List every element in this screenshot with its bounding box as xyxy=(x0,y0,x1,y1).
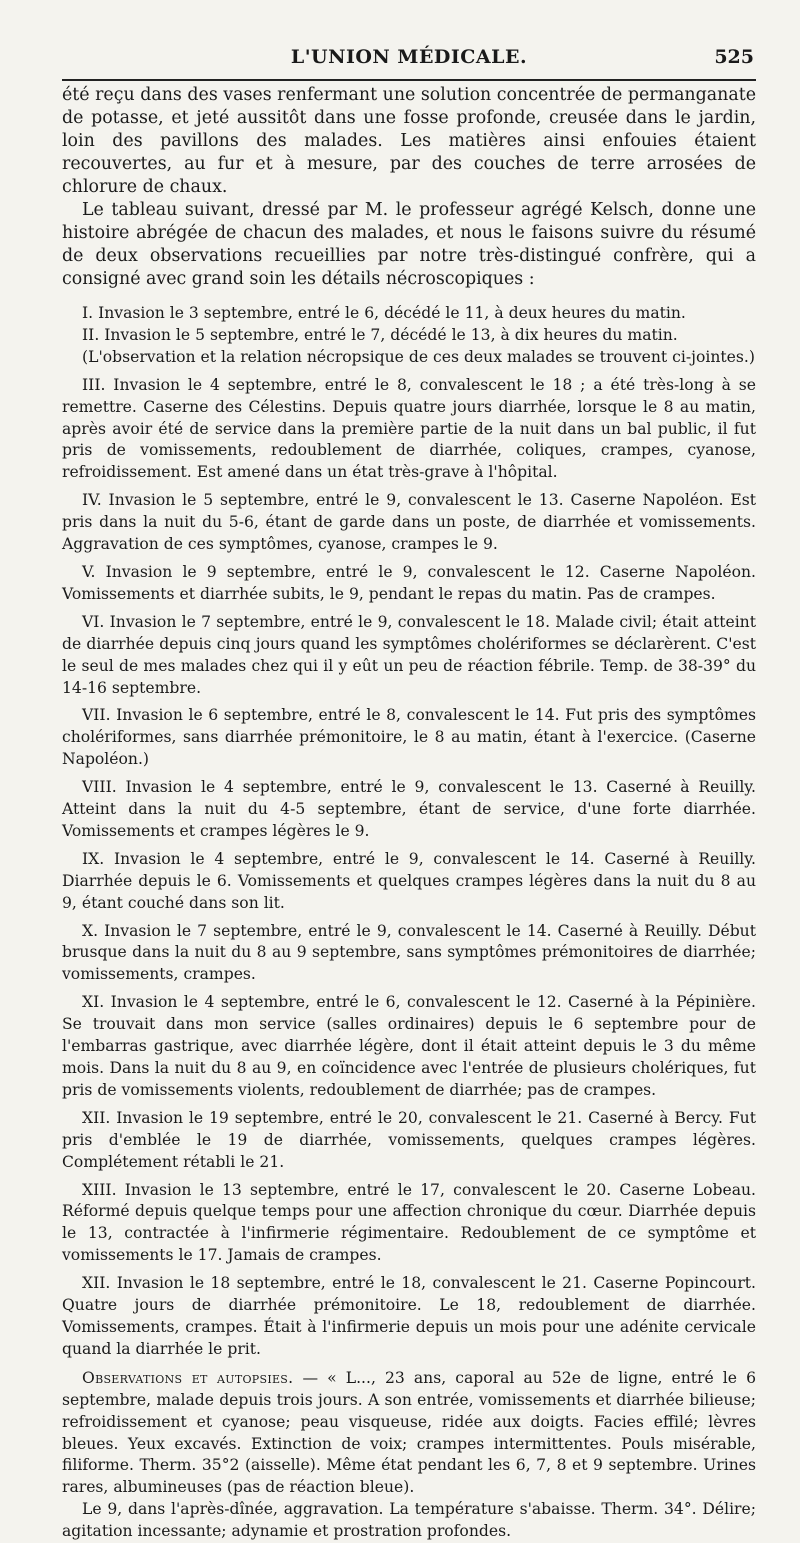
case-entry: V. Invasion le 9 septembre, entré le 9, convalescent le 12. Caserne Napoléon. Vomissements et diarrhée subits, le 9, pendant le repas du matin. Pas de crampes. xyxy=(62,562,756,603)
case-entry: IV. Invasion le 5 septembre, entré le 9, convalescent le 13. Caserne Napoléon. Est pris dans la nuit du 5-6, étant de garde dans un poste, de diarrhée et vomissements. Aggravation de ces symptômes, cyanose, crampes le 9. xyxy=(62,491,756,554)
case-entry: XIII. Invasion le 13 septembre, entré le 17, convalescent le 20. Caserne Lobeau. Réformé depuis quelque temps pour une affection chronique du cœur. Diarrhée depuis le 13, contractée à l'infirmerie régimentaire. Redoublement de ce symptôme et vomissements le 17. Jamais de crampes. xyxy=(62,1180,756,1265)
case-entry: VI. Invasion le 7 septembre, entré le 9, convalescent le 18. Malade civil; était atteint de diarrhée depuis cinq jours quand les symptômes cholériformes se déclarèrent. C'est le seul de mes malades chez qui il y eût un peu de réaction fébrile. Temp. de 38-39° du 14-16 septembre. xyxy=(62,612,756,697)
running-title: L'UNION MÉDICALE. xyxy=(290,46,528,68)
case-entry: X. Invasion le 7 septembre, entré le 9, convalescent le 14. Caserné à Reuilly. Début brusque dans la nuit du 8 au 9 septembre, sans symptômes prémonitoires de diarrhée; vomissements, crampes. xyxy=(62,921,756,984)
header-rule xyxy=(62,79,756,81)
page-number: 525 xyxy=(714,46,754,68)
page-header xyxy=(62,0,756,84)
observations-heading: Observations et autopsies. xyxy=(82,1368,294,1387)
observations-section xyxy=(62,1368,756,1543)
case-entry: XII. Invasion le 19 septembre, entré le 20, convalescent le 21. Caserné à Bercy. Fut pris d'emblée le 19 de diarrhée, vomissements, quelques crampes légères. Complétement rétabli le 21. xyxy=(62,1108,756,1171)
intro-paragraph-2: Le tableau suivant, dressé par M. le professeur agrégé Kelsch, donne une histoire abrégée de chacun des malades, et nous le faisons suivre du résumé de deux observations recueillies par notre très-distingué confrère, qui a consigné avec grand soin les détails nécroscopiques : xyxy=(62,200,756,289)
case-entry: IX. Invasion le 4 septembre, entré le 9, convalescent le 14. Caserné à Reuilly. Diarrhée depuis le 6. Vomissements et quelques crampes légères dans la nuit du 8 au 9, étant couché dans son lit. xyxy=(62,849,756,912)
case-entry: VII. Invasion le 6 septembre, entré le 8, convalescent le 14. Fut pris des symptômes cholériformes, sans diarrhée prémonitoire, le 8 au matin, étant à l'exercice. (Caserne Napoléon.) xyxy=(62,706,756,769)
case-entry: XII. Invasion le 18 septembre, entré le 18, convalescent le 21. Caserne Popincourt. Quatre jours de diarrhée prémonitoire. Le 18, redoublement de diarrhée. Vomissements, crampes. Était à l'infirmerie depuis un mois pour une adénite cervicale quand la diarrhée le prit. xyxy=(62,1274,756,1358)
case-entry: II. Invasion le 5 septembre, entré le 7, décédé le 13, à dix heures du matin. xyxy=(82,325,678,344)
case-entry: I. Invasion le 3 septembre, entré le 6, décédé le 11, à deux heures du matin. xyxy=(82,304,686,322)
case-note: (L'observation et la relation nécropsique de ces deux malades se trouvent ci-jointes.) xyxy=(82,347,755,366)
case-entry: VIII. Invasion le 4 septembre, entré le 9, convalescent le 13. Caserné à Reuilly. Atteint dans la nuit du 4-5 septembre, étant de service, d'une forte diarrhée. Vomissements et crampes légères le 9. xyxy=(62,778,756,840)
page-body xyxy=(62,84,756,1543)
observation-text: — « L..., 23 ans, caporal au 52e de ligne, entré le 6 septembre, malade depuis trois jours. A son entrée, vomissements et diarrhée bilieuse; refroidissement et cyanose; peau visqueuse, ridée aux doigts. Facies effilé; lèvres bleues. Yeux excavés. Extinction de voix; crampes intermittentes. Pouls misérable, filiforme. Therm. 35°2 (aisselle). Même état pendant les 6, 7, 8 et 9 septembre. Urines rares, albumineuses (pas de réaction bleue). xyxy=(62,1368,756,1497)
observation-paragraph-1 xyxy=(62,1368,756,1499)
intro-paragraph-1: été reçu dans des vases renfermant une solution concentrée de permanganate de potasse, et jeté aussitôt dans une fosse profonde, creusée dans le jardin, loin des pavillons des malades. Les matières ainsi enfouies étaient recouvertes, au fur et à mesure, par des couches de terre arrosées de chlorure de chaux. xyxy=(62,85,756,197)
case-entry: III. Invasion le 4 septembre, entré le 8, convalescent le 18 ; a été très-long à se remettre. Caserne des Célestins. Depuis quatre jours diarrhée, lorsque le 8 au matin, après avoir été de service dans la première partie de la nuit dans un bal public, il fut pris de vomissements, redoublement de diarrhée, coliques, crampes, cyanose, refroidissement. Est amené dans un état très-grave à l'hôpital. xyxy=(62,375,756,482)
case-entry: XI. Invasion le 4 septembre, entré le 6, convalescent le 12. Caserné à la Pépinière. Se trouvait dans mon service (salles ordinaires) depuis le 6 septembre pour de l'embarras gastrique, avec diarrhée légère, dont il était atteint depuis le 3 du même mois. Dans la nuit du 8 au 9, en coïncidence avec l'entrée de plusieurs cholériques, fut pris de vomissements violents, redoublement de diarrhée; pas de crampes. xyxy=(62,993,756,1099)
observation-paragraph-2: Le 9, dans l'après-dînée, aggravation. La température s'abaisse. Therm. 34°. Délire; agitation incessante; adynamie et prostration profondes. xyxy=(62,1500,756,1541)
case-table xyxy=(62,303,756,1361)
